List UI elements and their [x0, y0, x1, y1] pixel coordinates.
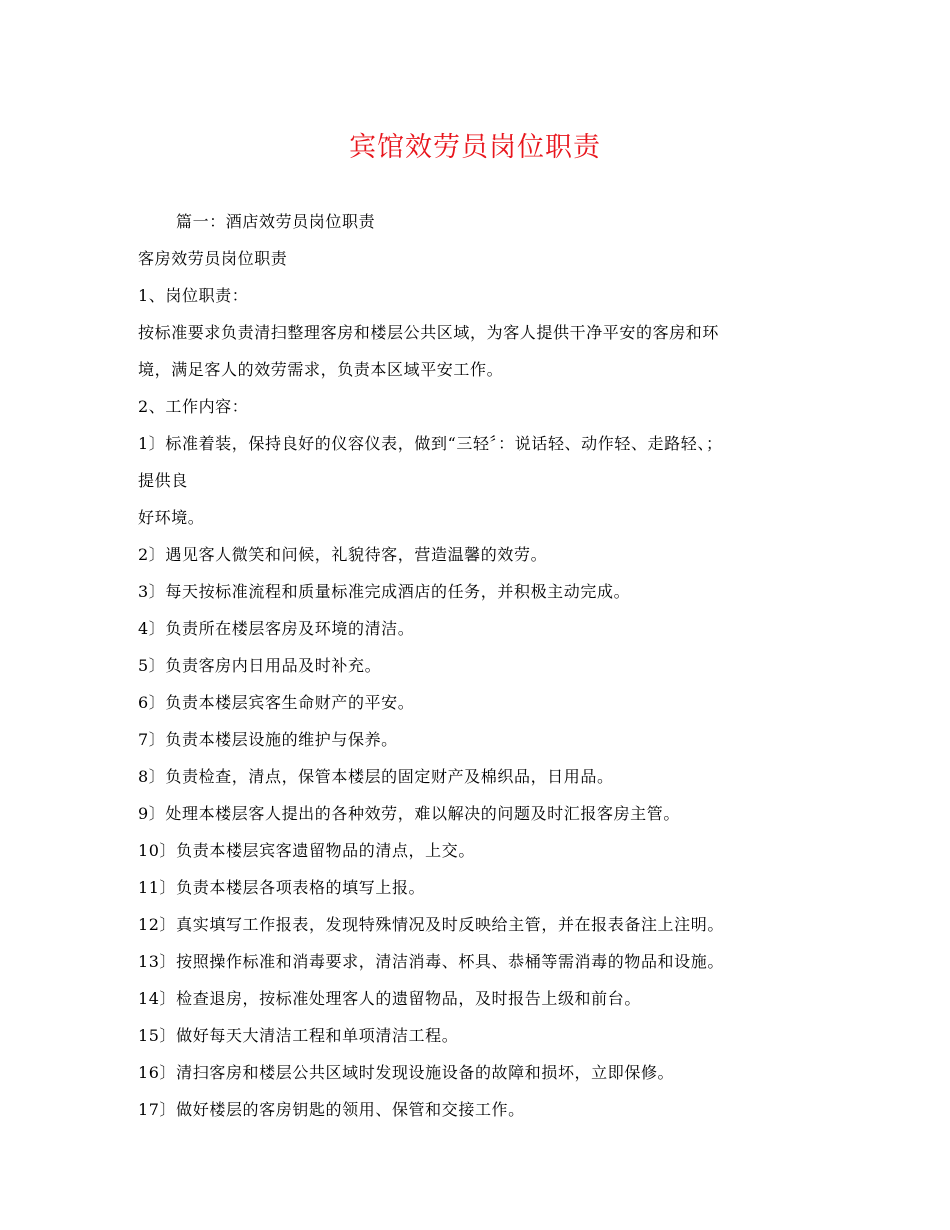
list-item: 15〕做好每天大清洁工程和单项清洁工程。 — [138, 1026, 459, 1045]
list-item: 17〕做好楼层的客房钥匙的领用、保管和交接工作。 — [138, 1100, 525, 1119]
list-item-continuation: 好环境。 — [138, 508, 205, 527]
list-item: 10〕负责本楼层宾客遗留物品的清点，上交。 — [138, 841, 475, 860]
list-item: 5〕负责客房内日用品及时补充。 — [138, 656, 382, 675]
list-item: 16〕清扫客房和楼层公共区域时发现设施设备的故障和损坏，立即保修。 — [138, 1063, 675, 1082]
list-item: 6〕负责本楼层宾客生命财产的平安。 — [138, 693, 415, 712]
list-item: 2〕遇见客人微笑和问候，礼貌待客，营造温馨的效劳。 — [138, 545, 548, 564]
list-item: 13〕按照操作标准和消毒要求，清洁消毒、杯具、恭桶等需消毒的物品和设施。 — [138, 952, 724, 971]
list-item: 14〕检查退房，按标准处理客人的遗留物品，及时报告上级和前台。 — [138, 989, 641, 1008]
list-item: 11〕负责本楼层各项表格的填写上报。 — [138, 878, 426, 897]
list-item: 1〕标准着装，保持良好的仪容仪表，做到“三轻〞：说话轻、动作轻、走路轻、； — [138, 434, 723, 453]
list-item-continuation: 提供良 — [138, 471, 188, 490]
list-item: 12〕真实填写工作报表，发现特殊情况及时反映给主管，并在报表备注上注明。 — [138, 915, 724, 934]
list-item: 7〕负责本楼层设施的维护与保养。 — [138, 730, 398, 749]
paragraph-line: 境，满足客人的效劳需求，负责本区域平安工作。 — [138, 360, 504, 379]
list-item: 8〕负责检查，清点，保管本楼层的固定财产及棉织品，日用品。 — [138, 767, 614, 786]
list-item: 3〕每天按标准流程和质量标准完成酒店的任务，并积极主动完成。 — [138, 582, 631, 601]
paragraph-line: 客房效劳员岗位职责 — [138, 249, 288, 268]
list-item: 9〕处理本楼层客人提出的各种效劳，难以解决的问题及时汇报客房主管。 — [138, 804, 680, 823]
paragraph-line: 1、岗位职责： — [138, 286, 249, 305]
list-item: 4〕负责所在楼层客房及环境的清洁。 — [138, 619, 415, 638]
paragraph-line: 按标准要求负责清扫整理客房和楼层公共区域，为客人提供干净平安的客房和环 — [138, 323, 720, 342]
document-title: 宾馆效劳员岗位职责 — [349, 132, 601, 163]
document-body — [138, 203, 818, 1128]
paragraph-line: 2、工作内容： — [138, 397, 249, 416]
section-heading: 篇一：酒店效劳员岗位职责 — [176, 212, 376, 231]
